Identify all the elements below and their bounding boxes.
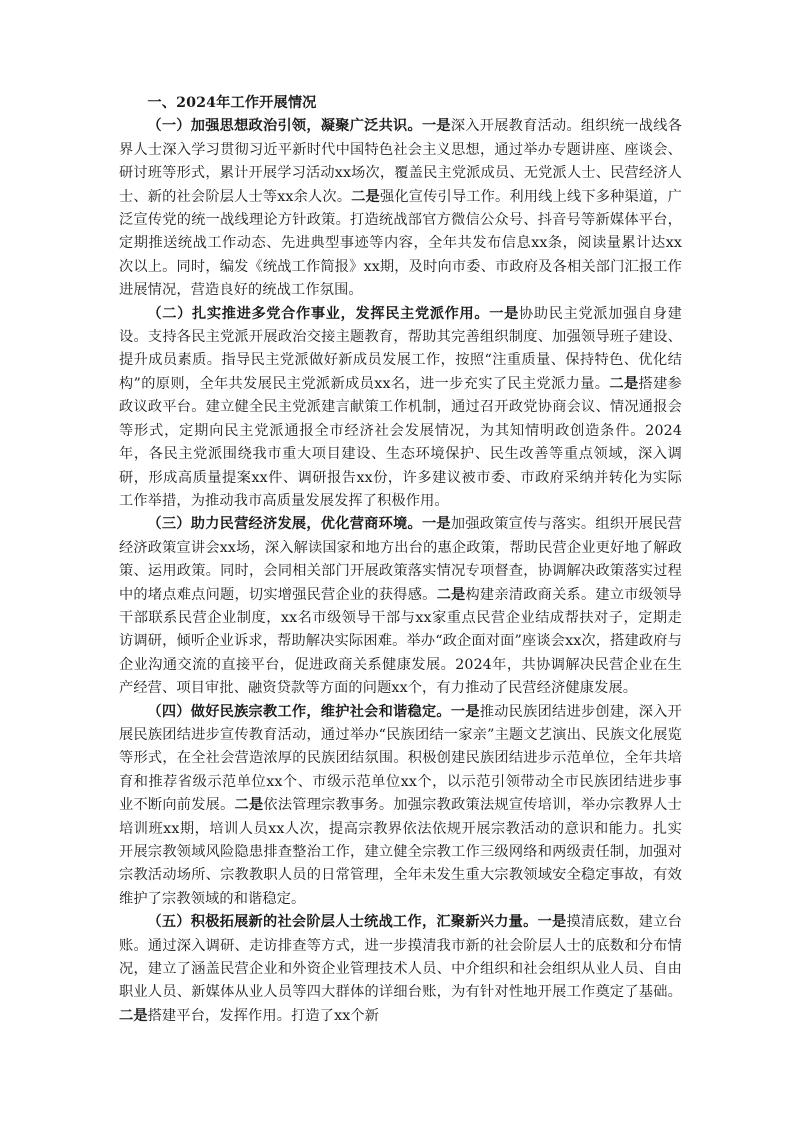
bold-text: 一是: [489, 305, 520, 322]
bold-text: 二是: [609, 375, 639, 392]
paragraph-text: 摸清底数，建立台账。通过深入调研、走访排查等方式，进一步摸清我市新的社会阶层人士的底数和分布情况，建立了涵盖民营企业和外资企业管理技术人员、中介组织和社会组织从业人员、自由职业人员、新媒体从业人员等四大群体的详细台账，为有针对性地开展工作奠定了基础。: [119, 914, 682, 1001]
body-paragraph: [119, 701, 682, 912]
paragraph-text: 协助民主党派加强自身建设。支持各民主党派开展政治交接主题教育，帮助其完善组织制度、加强领导班子建设、提升成员素质。指导民主党派做好新成员发展工作，按照“注重质量、保持特色、优化结构”的原则，全年共发展民主党派新成员xx名，进一步充实了民主党派力量。: [119, 305, 682, 392]
section-heading: 一、2024年工作开展情况: [147, 95, 317, 111]
bold-text: （五）积极拓展新的社会阶层人士统战工作，汇聚新兴力量。: [147, 914, 538, 931]
bold-text: 一是: [421, 118, 451, 135]
paragraph-text: 加强政策宣传与落实。组织开展民营经济政策宣讲会xx场，深入解读国家和地方出台的惠企政策，帮助民营企业更好地了解政策、运用政策。同时，会同相关部门开展政策落实情况专项督查，协调解决政策落实过程中的堵点难点问题，切实增强民营企业的获得感。: [119, 516, 682, 603]
paragraph-text: 强化宣传引导工作。利用线上线下多种渠道，广泛宣传党的统一战线理论方针政策。打造统战部官方微信公众号、抖音号等新媒体平台，定期推送统战工作动态、先进典型事迹等内容，全年共发布信息xx条，阅读量累计达xx次以上。同时，编发《统战工作简报》xx期，及时向市委、市政府及各相关部门汇报工作进展情况，营造良好的统战工作氛围。: [119, 188, 682, 299]
bold-text: 二是: [119, 1007, 148, 1024]
document-body: [119, 92, 682, 1028]
bold-text: （四）做好民族宗教工作，维护社会和谐稳定。: [147, 703, 451, 720]
paragraph-text: 依法管理宗教事务。加强宗教政策法规宣传培训，举办宗教界人士培训班xx期，培训人员xx人次，提高宗教界依法依规开展宗教活动的意识和能力。扎实开展宗教领域风险隐患排查整治工作，建立健全宗教工作三级网络和两级责任制，加强对宗教活动场所、宗教教职人员的日常管理，全年未发生重大宗教领域安全稳定事故，有效维护了宗教领域的和谐稳定。: [119, 797, 683, 907]
paragraph-text: 搭建参政议政平台。建立健全民主党派建言献策工作机制，通过召开政党协商会议、情况通报会等形式，定期向民主党派通报全市经济社会发展情况，为其知情明政创造条件。2024年，各民主党派围绕我市重大项目建设、生态环境保护、民生改善等重点领域，深入调研，形成高质量提案xx件、调研报告xx份，许多建议被市委、市政府采纳并转化为实际工作举措，为推动我市高质量发展发挥了积极作用。: [119, 375, 682, 509]
paragraph-text: 搭建平台，发挥作用。打造了xx个新: [147, 1007, 380, 1024]
bold-text: （三）助力民营经济发展，优化营商环境。: [147, 516, 422, 533]
bold-text: 二是: [436, 586, 466, 603]
body-paragraph: [119, 513, 682, 700]
paragraph-text: 推动民族团结进步创建，深入开展民族团结进步宣传教育活动，通过举办“民族团结一家亲”主题文艺演出、民族文化展览等形式，在全社会营造浓厚的民族团结氛围。积极创建民族团结进步示范单位，全年共培育和推荐省级示范单位xx个、市级示范单位xx个，以示范引领带动全市民族团结进步事业不断向前发展。: [119, 703, 682, 814]
paragraph-text: 构建亲清政商关系。建立市级领导干部联系民营企业制度，xx名市级领导干部与xx家重点民营企业结成帮扶对子，定期走访调研，倾听企业诉求，帮助解决实际困难。举办“政企面对面”座谈会xx次，搭建政府与企业沟通交流的直接平台，促进政商关系健康发展。2024年，共协调解决民营企业在生产经营、项目审批、融资贷款等方面的问题xx个，有力推动了民营经济健康发展。: [119, 586, 682, 697]
paragraph-text: 深入开展教育活动。组织统一战线各界人士深入学习贯彻习近平新时代中国特色社会主义思想，通过举办专题讲座、座谈会、研讨班等形式，累计开展学习活动xx场次，覆盖民主党派成员、无党派人士、民营经济人士、新的社会阶层人士等xx余人次。: [119, 118, 682, 205]
bold-text: 一是: [421, 516, 451, 533]
bold-text: （二）扎实推进多党合作事业，发挥民主党派作用。: [147, 305, 490, 322]
bold-text: 二是: [234, 797, 264, 814]
paragraph-list: [119, 115, 682, 1028]
bold-text: 二是: [351, 188, 380, 205]
bold-text: 一是: [450, 703, 480, 720]
bold-text: （一）加强思想政治引领，凝聚广泛共识。: [147, 118, 422, 135]
body-paragraph: [119, 911, 682, 1028]
body-paragraph: [119, 303, 682, 514]
bold-text: 一是: [537, 914, 567, 931]
body-paragraph: [119, 115, 682, 302]
